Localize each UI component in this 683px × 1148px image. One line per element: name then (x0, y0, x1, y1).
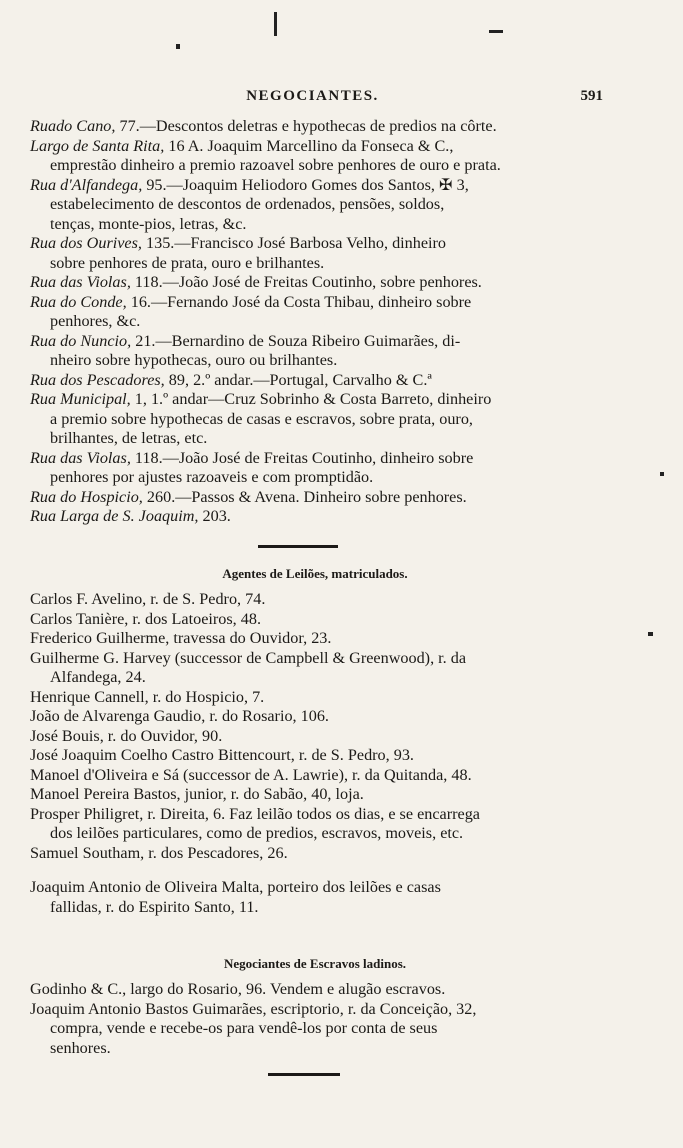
list-item: João de Alvarenga Gaudio, r. do Rosario, 106. (30, 707, 329, 725)
escravos-list (30, 980, 600, 1058)
list-item: Rua Municipal, 1, 1.º andar—Cruz Sobrinho & Costa Barreto, dinheiro a premio sobre hypothecas de casas e escravos, sobre prata, ouro, brilhantes, de letras, etc. (30, 390, 492, 447)
page-header (30, 88, 603, 108)
list-item: Samuel Southam, r. dos Pescadores, 26. (30, 843, 288, 862)
section-divider (258, 545, 338, 548)
list-item: Ruado Cano, 77.—Descontos deletras e hypothecas de predios na côrte. (30, 117, 497, 135)
section-divider (268, 1073, 340, 1076)
list-item: Rua dos Pescadores, 89, 2.º andar.—Portugal, Carvalho & C.ª (30, 370, 432, 389)
list-item: Rua d'Alfandega, 95.—Joaquim Heliodoro Gomes dos Santos, ✠ 3, estabelecimento de descontos de ordenados, pensões, soldos, tenças, monte-pios, letras, &c. (30, 175, 469, 233)
list-item: Godinho & C., largo do Rosario, 96. Vendem e alugão escravos. (30, 980, 446, 998)
list-item: Rua das Violas, 118.—João José de Freitas Coutinho, dinheiro sobre penhores por ajustes razoaveis e com promptidão. (30, 448, 474, 486)
running-title: NEGOCIANTES. (246, 88, 379, 104)
print-mark (660, 472, 664, 476)
list-item: Guilherme G. Harvey (successor de Campbell & Greenwood), r. da Alfandega, 24. (30, 648, 467, 686)
print-mark (648, 632, 653, 636)
list-item: Henrique Cannell, r. do Hospicio, 7. (30, 687, 265, 706)
print-mark (274, 12, 277, 36)
print-mark (489, 30, 503, 33)
list-item: Prosper Philigret, r. Direita, 6. Faz leilão todos os dias, e se encarrega dos leilões particulares, como de predios, escravos, moveis, etc. (30, 804, 480, 842)
list-item: Rua do Hospicio, 260.—Passos & Avena. Dinheiro sobre penhores. (30, 487, 467, 506)
list-item: Rua dos Ourives, 135.—Francisco José Barbosa Velho, dinheiro sobre penhores de prata, ouro e brilhantes. (30, 234, 447, 272)
section-title-agentes: Agentes de Leilões, matriculados. (222, 566, 408, 581)
list-item: Frederico Guilherme, travessa do Ouvidor, 23. (30, 629, 332, 647)
list-item: Rua Larga de S. Joaquim, 203. (30, 507, 231, 525)
page-number: 591 (580, 88, 603, 104)
porteiro-entry (30, 878, 600, 917)
list-item: Joaquim Antonio Bastos Guimarães, escriptorio, r. da Conceição, 32, compra, vende e recebe-os para vendê-los por conta de seus senhores. (30, 999, 477, 1057)
list-item: José Joaquim Coelho Castro Bittencourt, r. de S. Pedro, 93. (30, 746, 414, 764)
print-mark (176, 44, 180, 49)
agentes-list (30, 590, 600, 863)
list-item: Joaquim Antonio de Oliveira Malta, porteiro dos leilões e casas fallidas, r. do Espirito Santo, 11. (30, 878, 441, 916)
negociantes-list (30, 117, 600, 527)
list-item: José Bouis, r. do Ouvidor, 90. (30, 726, 223, 745)
section-title-escravos: Negociantes de Escravos ladinos. (224, 956, 406, 971)
list-item: Manoel Pereira Bastos, junior, r. do Sabão, 40, loja. (30, 785, 364, 803)
list-item: Carlos F. Avelino, r. de S. Pedro, 74. (30, 590, 266, 608)
list-item: Carlos Tanière, r. dos Latoeiros, 48. (30, 609, 261, 628)
list-item: Rua das Violas, 118.—João José de Freitas Coutinho, sobre penhores. (30, 273, 482, 291)
list-item: Largo de Santa Rita, 16 A. Joaquim Marcellino da Fonseca & C., emprestão dinheiro a premio razoavel sobre penhores de ouro e prata. (30, 136, 501, 174)
list-item: Rua do Conde, 16.—Fernando José da Costa Thibau, dinheiro sobre penhores, &c. (30, 292, 472, 330)
list-item: Manoel d'Oliveira e Sá (successor de A. Lawrie), r. da Quitanda, 48. (30, 765, 472, 784)
list-item: Rua do Nuncio, 21.—Bernardino de Souza Ribeiro Guimarães, di- nheiro sobre hypothecas, ouro ou brilhantes. (30, 331, 461, 369)
